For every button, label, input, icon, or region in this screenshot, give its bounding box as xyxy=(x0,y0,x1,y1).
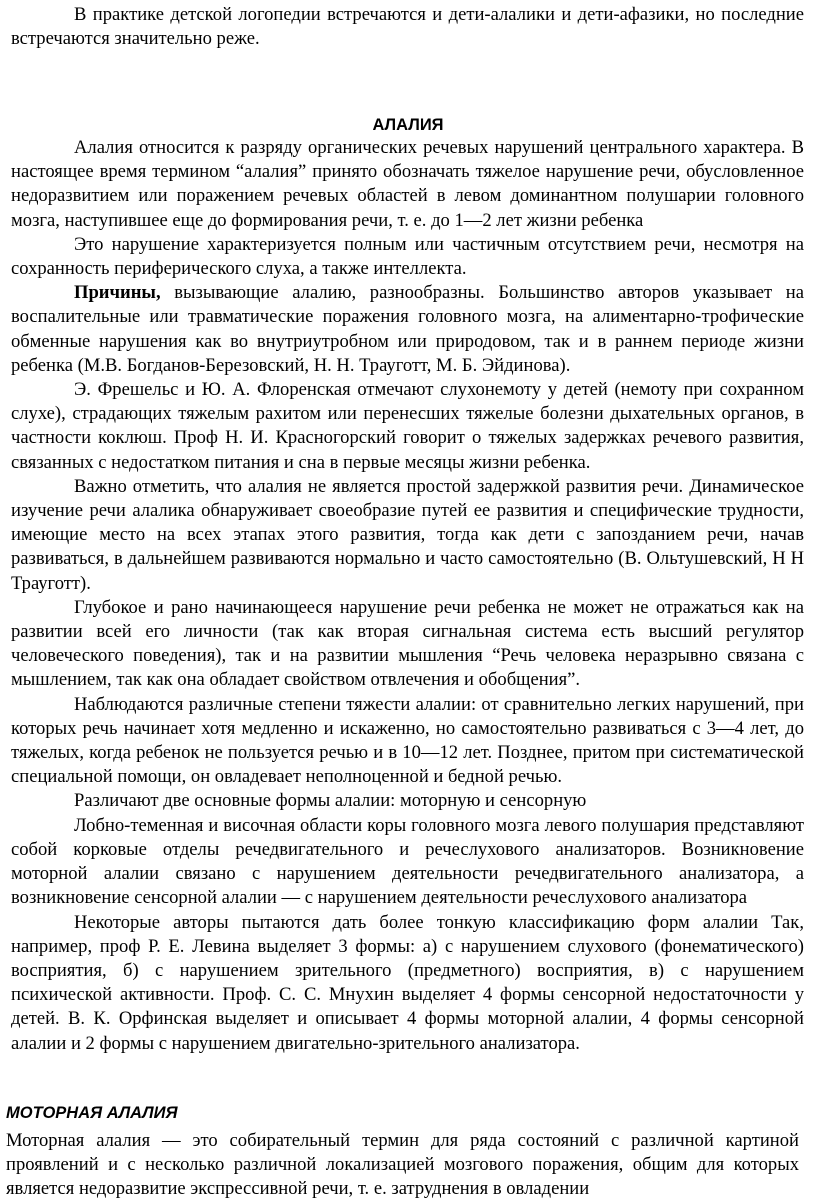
closing-paragraph: Моторная алалия — это собирательный термин для ряда состояний с различной картиной проявлений и с несколько различной локализацией мозгового поражения, общим для которых является недоразвитие экспрессивной речи, т. е. затруднения в овладении xyxy=(6,1130,799,1200)
paragraph-definition: Алалия относится к разряду органических речевых нарушений центрального характера. В настоящее время термином “алалия” принято обозначать тяжелое нарушение речи, обусловленное недоразвитием или поражением речевых областей в левом доминантном полушарии головного мозга, наступившее еще до формирования речи, т. е. до 1—2 лет жизни ребенка xyxy=(11,137,804,231)
main-text-block xyxy=(11,136,804,1056)
intro-block xyxy=(11,3,804,51)
section-title: АЛАЛИЯ xyxy=(372,116,444,134)
paragraph-anatomy: Лобно-теменная и височная области коры головного мозга левого полушария представляют собой корковые отделы речедвигательного и речеслухового анализаторов. Возникновение моторной алалии связано с нарушением деятельности речедвигательного анализатора, а возникновение сенсорной алалии — с нарушением деятельности речеслухового анализатора xyxy=(11,814,804,909)
causes-text: вызывающие алалию, разнообразны. Большинство авторов указывает на воспалительные или травматические поражения головного мозга, на алиментарно-трофические обменные нарушения как во внутриутробном или природовом, так и в раннем периоде жизни ребенка (М.В. Богданов-Березовский, Н. Н. Трауготт, М. Б. Эйдинова). xyxy=(11,282,804,376)
subsection-title: МОТОРНАЯ АЛАЛИЯ xyxy=(6,1104,178,1122)
paragraph-forms: Различают две основные формы алалии: моторную и сенсорную xyxy=(74,790,587,812)
causes-label: Причины, xyxy=(74,282,161,304)
paragraph-research: Э. Фрешельс и Ю. А. Флоренская отмечают слухонемоту у детей (немоту при сохранном слухе), страдающих тяжелым рахитом или перенесших тяжелые болезни дыхательных органов, в частности коклюш. Проф Н. И. Красногорский говорит о тяжелых задержках речевого развития, связанных с недостатком питания и сна в первые месяцы жизни ребенка. xyxy=(11,379,804,473)
paragraph-classification: Некоторые авторы пытаются дать более тонкую классификацию форм алалии Так, например, проф Р. Е. Левина выделяет 3 формы: а) с нарушением слухового (фонематического) восприятия, б) с нарушением зрительного (предметного) восприятия, в) с нарушением психической активности. Проф. С. С. Мнухин выделяет 4 формы сенсорной недостаточности у детей. В. К. Орфинская выделяет и описывает 4 формы моторной алалии, 4 формы сенсорной алалии и 2 формы с нарушением двигательно-зрительного анализатора. xyxy=(11,911,804,1054)
intro-paragraph: В практике детской логопедии встречаются и дети-алалики и дети-афазики, но последние встречаются значительно реже. xyxy=(11,4,804,50)
paragraph-characteristics: Это нарушение характеризуется полным или частичным отсутствием речи, несмотря на сохранность периферического слуха, а также интеллекта. xyxy=(11,233,804,280)
paragraph-personality: Глубокое и рано начинающееся нарушение речи ребенка не может не отражаться как на развитии всей его личности (так как вторая сигнальная система есть высший регулятор человеческого поведения), так и на развитии мышления “Речь человека неразрывно связана с мышлением, так как она обладает свойством отвлечения и обобщения”. xyxy=(11,596,804,691)
paragraph-causes xyxy=(11,281,804,378)
paragraph-distinction: Важно отметить, что алалия не является простой задержкой развития речи. Динамическое изучение речи алалика обнаруживает своеобразие путей ее развития и специфические трудности, имеющие место на всех этапах этого развития, тогда как дети с запозданием речи, начав развиваться, в дальнейшем развиваются нормально и часто самостоятельно (В. Ольтушевский, Н Н Трауготт). xyxy=(11,475,804,594)
paragraph-severity: Наблюдаются различные степени тяжести алалии: от сравнительно легких нарушений, при которых речь начинает хотя медленно и искаженно, но самостоятельно развиваться с 3—4 лет, до тяжелых, когда ребенок не пользуется речью и в 10—12 лет. Позднее, притом при систематической специальной помощи, он овладевает неполноценной и бедной речью. xyxy=(11,693,804,788)
